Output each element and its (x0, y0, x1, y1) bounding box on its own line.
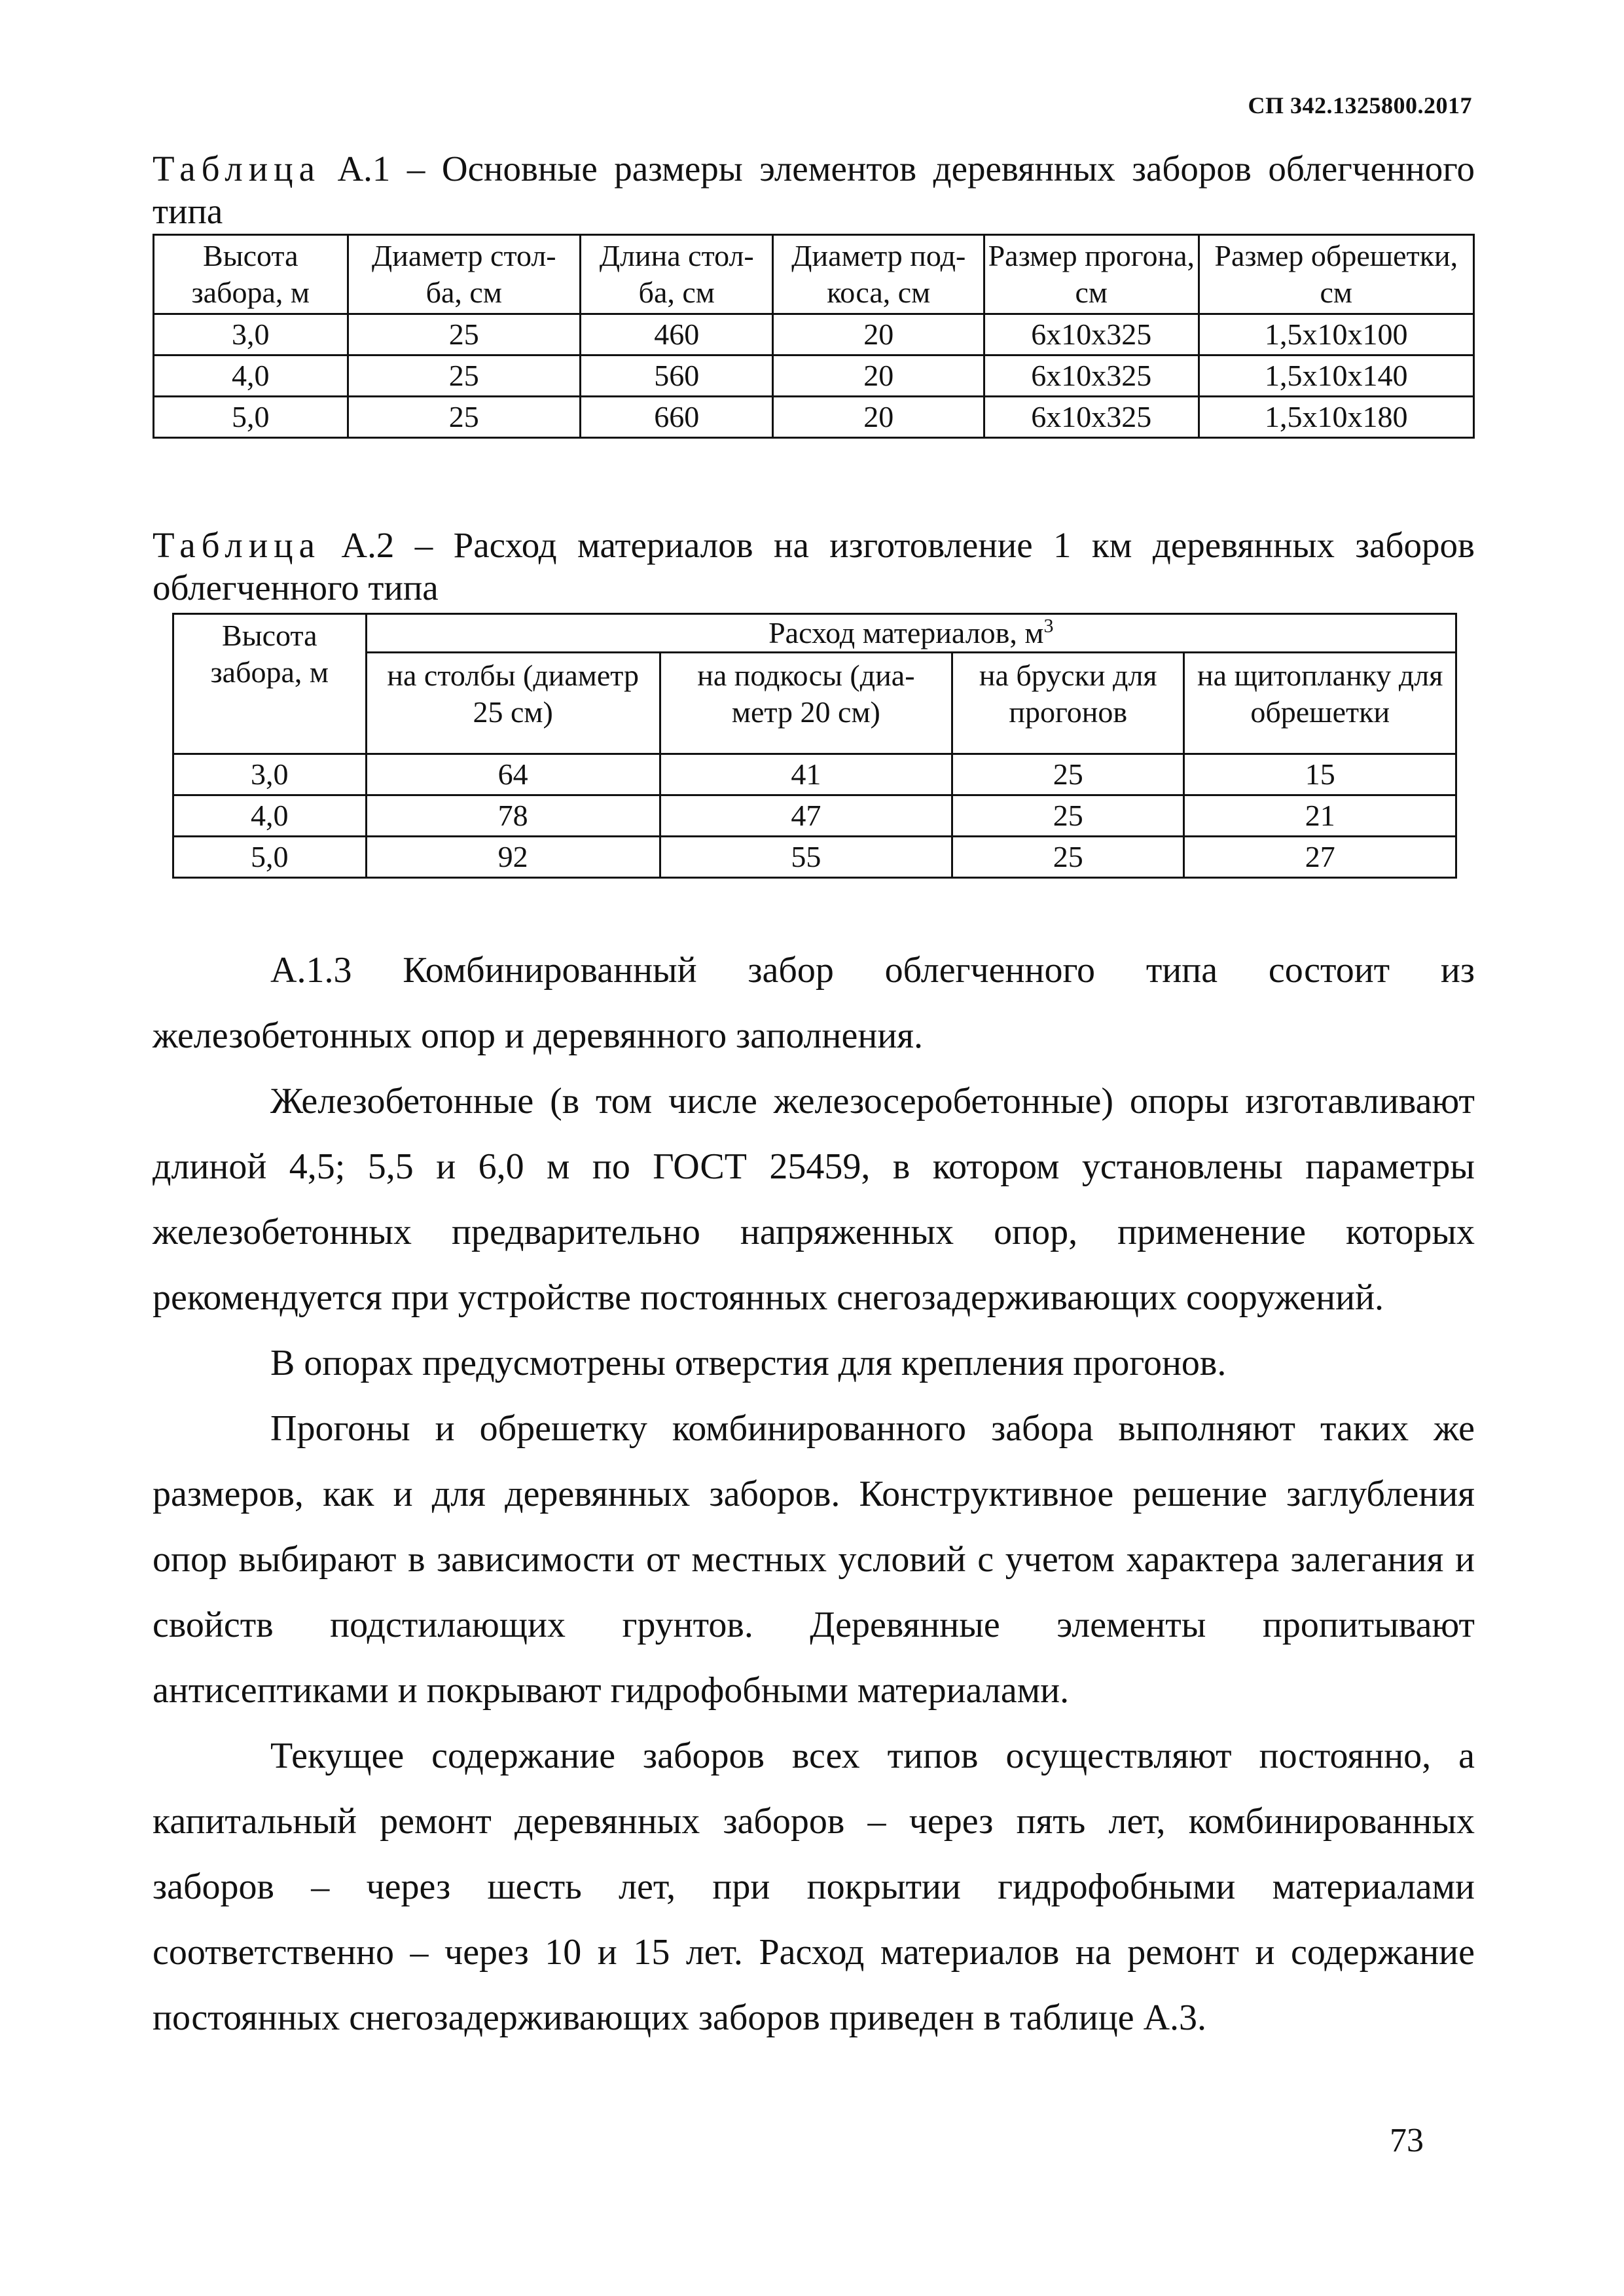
paragraph-text: А.1.3 Комбинированный забор облегченного типа состоит из железобетонных опор и деревянного заполнения. (153, 950, 1475, 1056)
table-row (173, 837, 1456, 878)
document-code: СП 342.1325800.2017 (1248, 92, 1472, 118)
table-row (154, 314, 1474, 355)
table-row (154, 355, 1474, 397)
table-cell: 92 (366, 837, 660, 878)
table1-caption-text: А.1 – Основные размеры элементов деревянных заборов облегченного типа (153, 149, 1475, 231)
table-cell: 5,0 (173, 837, 367, 878)
table-cell: 1,5х10х100 (1199, 314, 1473, 355)
page-number: 73 (1390, 2122, 1424, 2159)
table-cell: 15 (1184, 754, 1456, 795)
table1-header-row (154, 235, 1474, 314)
table-row (154, 397, 1474, 438)
table-cell: 20 (773, 355, 984, 397)
paragraph (153, 1330, 1475, 1396)
table-cell: 25 (348, 355, 580, 397)
table-cell: 25 (348, 397, 580, 438)
table2-group-header (366, 614, 1456, 653)
table-cell: 47 (660, 795, 952, 837)
paragraph-text: Текущее содержание заборов всех типов осуществляют постоянно, а капитальный ремонт деревянных заборов – через пять лет, комбинированных заборов – через шесть лет, при покрытии гидрофобными материалами соответственно – через 10 и 15 лет. Расход материалов на ремонт и содержание постоянных снегозадерживающих заборов приведен в таблице А.3. (153, 1736, 1475, 2038)
table-cell: 25 (952, 795, 1184, 837)
paragraph (153, 1723, 1475, 2050)
paragraph (153, 1068, 1475, 1330)
table2-header-row (173, 614, 1456, 653)
table-row (173, 754, 1456, 795)
table-cell: 27 (1184, 837, 1456, 878)
table-cell: 25 (348, 314, 580, 355)
table2-subheader-row (173, 653, 1456, 754)
table-cell: 25 (952, 837, 1184, 878)
table2-caption (153, 524, 1475, 609)
table2-subheader-cell: на бруски для прогонов (952, 653, 1184, 754)
table1-header-cell: Размер прогона, см (984, 235, 1199, 314)
table-cell: 560 (580, 355, 772, 397)
paragraph (153, 938, 1475, 1068)
table-cell: 20 (773, 397, 984, 438)
table-cell: 1,5х10х180 (1199, 397, 1473, 438)
table-cell: 4,0 (173, 795, 367, 837)
table-cell: 3,0 (173, 754, 367, 795)
table2-caption-text: А.2 – Расход материалов на изготовление 1 км деревянных заборов облегченного типа (153, 525, 1475, 608)
table2-group-header-text: Расход материалов, м (768, 616, 1044, 649)
table-cell: 64 (366, 754, 660, 795)
table2-header-cell: Высота забора, м (173, 614, 367, 754)
table-cell: 5,0 (154, 397, 348, 438)
paragraph (153, 1396, 1475, 1723)
table1-caption (153, 147, 1475, 232)
table-cell: 25 (952, 754, 1184, 795)
paragraph-text: Прогоны и обрешетку комбинированного забора выполняют таких же размеров, как и для деревянных заборов. Конструктивное решение заглубления опор выбирают в зависимости от местных условий с учетом характера залегания и свойств подстилающих грунтов. Деревянные элементы пропитывают антисептиками и покрывают гидрофобными материалами. (153, 1408, 1475, 1711)
table1-header-cell: Длина стол- ба, см (580, 235, 772, 314)
table1-header-cell: Высота забора, м (154, 235, 348, 314)
table-cell: 3,0 (154, 314, 348, 355)
table1 (153, 234, 1475, 439)
table2 (172, 613, 1457, 879)
table2-subheader-cell: на столбы (диаметр 25 см) (366, 653, 660, 754)
table2-group-header-sup: 3 (1043, 615, 1054, 637)
table-cell: 660 (580, 397, 772, 438)
table2-subheader-cell: на щитопланку для обрешетки (1184, 653, 1456, 754)
table2-caption-label: Таблица (153, 525, 321, 565)
table-cell: 4,0 (154, 355, 348, 397)
table-cell: 41 (660, 754, 952, 795)
table-cell: 78 (366, 795, 660, 837)
table1-header-cell: Диаметр под- коса, см (773, 235, 984, 314)
table-cell: 1,5х10х140 (1199, 355, 1473, 397)
paragraph-text: В опорах предусмотрены отверстия для крепления прогонов. (270, 1343, 1227, 1383)
table2-subheader-cell: на подкосы (диа- метр 20 см) (660, 653, 952, 754)
paragraph-text: Железобетонные (в том числе железосеробетонные) опоры изготавливают длиной 4,5; 5,5 и 6,0 м по ГОСТ 25459, в котором установлены параметры железобетонных предварительно напряженных опор, применение которых рекомендуется при устройстве постоянных снегозадерживающих сооружений. (153, 1081, 1475, 1318)
table-cell: 460 (580, 314, 772, 355)
table-cell: 6х10х325 (984, 397, 1199, 438)
table-cell: 6х10х325 (984, 314, 1199, 355)
table-cell: 55 (660, 837, 952, 878)
table-row (173, 795, 1456, 837)
table1-header-cell: Размер обрешетки, см (1199, 235, 1473, 314)
table-cell: 20 (773, 314, 984, 355)
table-cell: 6х10х325 (984, 355, 1199, 397)
table1-caption-label: Таблица (153, 149, 321, 189)
table1-header-cell: Диаметр стол- ба, см (348, 235, 580, 314)
table-cell: 21 (1184, 795, 1456, 837)
